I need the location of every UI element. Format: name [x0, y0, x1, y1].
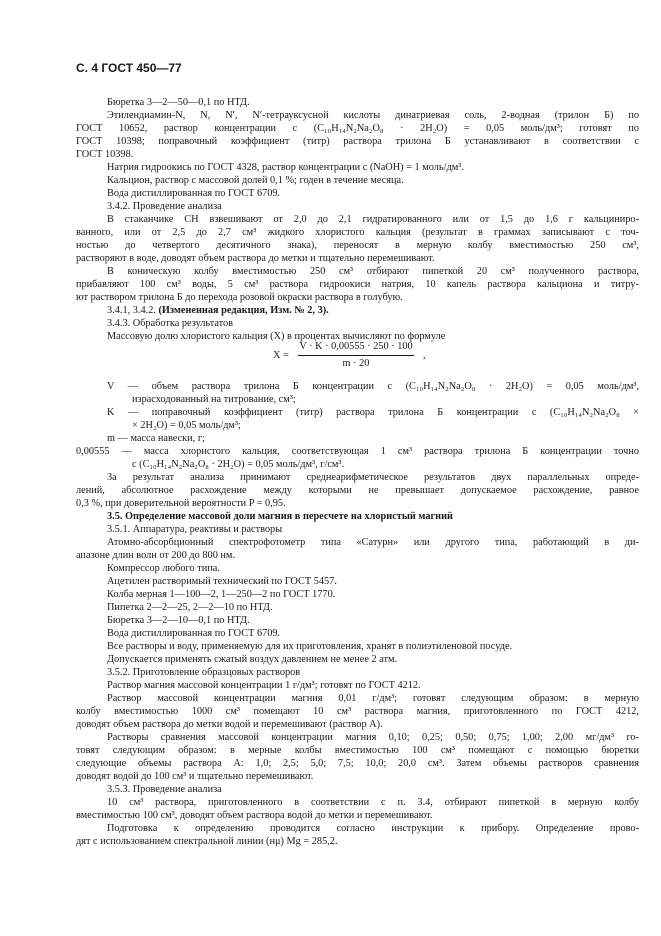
text-line: ванного, или от 2,5 до 2,7 см³ жидкого хлористого кальция (результат в граммах записывают с точ- [76, 227, 639, 238]
text-line: Растворы сравнения массовой концентрации магния 0,10; 0,25; 0,50; 0,75; 1,00; 2,00 мг/дм³ го- [107, 732, 639, 743]
text-line: Подготовка к определению проводится согласно инструкции к прибору. Определение прово- [107, 823, 639, 834]
text-line: 3.4.3. Обработка результатов [107, 318, 234, 329]
text-line: вместимостью 100 см³, доводят объем раствора водой до метки и перемешивают. [76, 810, 433, 821]
page-header: С. 4 ГОСТ 450—77 [76, 61, 182, 75]
formula-lhs: X = [273, 350, 289, 361]
text-line: колбу вместимостью 1000 см³ помещают 10 см³ раствора магния, приготовленного по ГОСТ 4212, [76, 706, 639, 717]
text-line: Компрессор любого типа. [107, 563, 220, 574]
text-line: прибавляют 100 см³ воды, 5 см³ раствора гидроокиси натрия, 10 капель раствора кальциона и титру- [76, 279, 639, 290]
text-line: Колба мерная 1—100—2, 1—250—2 по ГОСТ 1770. [107, 589, 336, 600]
text-line: Натрия гидроокись по ГОСТ 4328, раствор концентрации c (NaOH) = 1 моль/дм³. [107, 162, 464, 173]
formula-numerator: V · K · 0,00555 · 250 · 100 [299, 341, 413, 352]
text-line: ГОСТ 10398; поправочный коэффициент (титр) раствора трилона Б устанавливают в соответствии с [76, 136, 639, 147]
text-line: Этилендиамин-N, N, N′, N′-тетрауксусной кислоты динатриевая соль, 2-водная (трилон Б) по [107, 110, 639, 121]
text-line: Вода дистиллированная по ГОСТ 6709. [107, 188, 281, 199]
text-line: Все растворы и воду, применяемую для их приготовления, хранят в полиэтиленовой посуде. [107, 641, 513, 652]
formula-tail: , [423, 350, 426, 361]
text-line: товят следующим образом: в мерные колбы вместимостью 100 см³ помещают с помощью бюретки [76, 745, 639, 756]
text-line: Пипетка 2—2—25, 2—2—10 по НТД. [107, 602, 273, 613]
text-line: K — поправочный коэффициент (титр) раствора трилона Б концентрации c (C₁₀H₁₄N₂Na₂O₈ × [107, 407, 639, 418]
text-line: 3.4.2. Проведение анализа [107, 201, 222, 212]
text-line: V — объем раствора трилона Б концентрации c (C₁₀H₁₄N₂Na₂O₈ · 2H₂O) = 0,05 моль/дм³, [107, 381, 639, 392]
text-line: ГОСТ 10398. [76, 149, 134, 160]
text-line: 0,00555 — масса хлористого кальция, соответствующая 1 см³ раствора трилона Б концентрации точно [76, 446, 639, 457]
text-line: В стаканчике СН взвешивают от 2,0 до 2,1 гидратированного или от 1,5 до 1,6 г кальциниро- [107, 214, 639, 225]
text-line: Кальцион, раствор с массовой долей 0,1 %; годен в течение месяца. [107, 175, 404, 186]
text-line: лений, абсолютное расхождение между которыми не превышает допускаемое расхождение, равное [76, 485, 639, 496]
text-line: 10 см³ раствора, приготовленного в соответствии с п. 3.4, отбирают пипеткой в мерную колбу [107, 797, 639, 808]
text-line: израсходованный на титрование, см³; [132, 394, 296, 405]
text-line: 3.5.3. Проведение анализа [107, 784, 222, 795]
text-line: Атомно-абсорбционный спектрофотометр типа «Сатурн» или другого типа, работающий в ди- [107, 537, 639, 548]
text-line: За результат анализа принимают среднеарифметическое результатов двух параллельных опреде- [107, 472, 639, 483]
text-line: следующие объемы раствора А: 1,0; 2,5; 5,0; 7,5; 10,0; 20,0 см³. Затем объемы растворов сравнения [76, 758, 639, 769]
text-line: доводят водой до 100 см³ и тщательно перемешивают. [76, 771, 314, 782]
text-line: c (C₁₀H₁₄N₂Na₂O₈ · 2H₂O) = 0,05 моль/дм³, г/см³. [132, 459, 345, 470]
text-line: Раствор массовой концентрации магния 0,01 г/дм³; готовят следующим образом: в мерную [107, 693, 639, 704]
text-line: × 2H₂O) = 0,05 моль/дм³; [132, 420, 241, 431]
text-line: ностью до четвертого десятичного знака), переносят в мерную колбу вместимостью 250 см³, [76, 240, 639, 251]
text-line: дят с использованием спектральной линии (нμ) Mg = 285,2. [76, 836, 338, 847]
text-line: m — масса навески, г; [107, 433, 205, 444]
text-line: апазоне длин волн от 200 до 800 нм. [76, 550, 236, 561]
formula-fraction-bar [298, 355, 414, 356]
text-line: Ацетилен растворимый технический по ГОСТ 5457. [107, 576, 337, 587]
text-line: ГОСТ 10652, раствор концентрации c (C₁₀H₁₄N₂Na₂O₈ · 2H₂O) = 0,05 моль/дм³; готовят по [76, 123, 639, 134]
text-line: 3.5.1. Аппаратура, реактивы и растворы [107, 524, 283, 535]
text-line: 3.4.1, 3.4.2. (Измененная редакция, Изм. № 2, 3). [107, 305, 329, 316]
text-line: Бюретка 3—2—10—0,1 по НТД. [107, 615, 250, 626]
text-line: Бюретка 3—2—50—0,1 по НТД. [107, 97, 250, 108]
text-line: Массовую долю хлористого кальция (X) в процентах вычисляют по формуле [107, 331, 446, 342]
text-line: Раствор магния массовой концентрации 1 г/дм³; готовят по ГОСТ 4212. [107, 680, 421, 691]
text-line: 3.5.2. Приготовление образцовых растворов [107, 667, 301, 678]
text-line: доводят объем раствора до метки водой и перемешивают (раствор А). [76, 719, 383, 730]
text-line: ют раствором трилона Б до перехода розовой окраски раствора в голубую. [76, 292, 403, 303]
text-line: В коническую колбу вместимостью 250 см³ отбирают пипеткой 20 см³ полученного раствора, [107, 266, 639, 277]
text-line: Вода дистиллированная по ГОСТ 6709. [107, 628, 281, 639]
text-line: 3.5. Определение массовой доли магния в пересчете на хлористый магний [107, 511, 453, 522]
text-line: Допускается применять сжатый воздух давлением не менее 2 атм. [107, 654, 398, 665]
text-line: 0,3 %, при доверительной вероятности P = 0,95. [76, 498, 286, 509]
text-line: растворяют в воде, доводят объем раствора до метки и тщательно перемешивают. [76, 253, 435, 264]
formula-denominator: m · 20 [342, 358, 370, 369]
